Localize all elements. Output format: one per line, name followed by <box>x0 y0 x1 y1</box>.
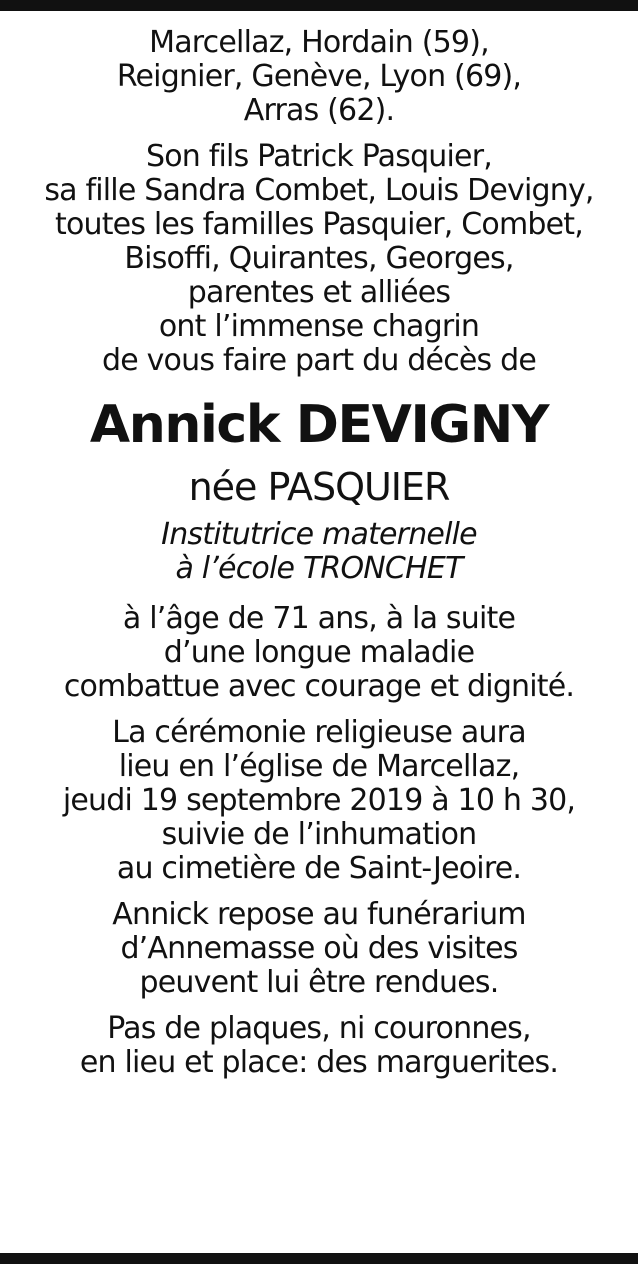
visitation-line: d’Annemasse où des visites <box>120 931 518 966</box>
occupation-line: Institutrice maternelle <box>161 517 477 552</box>
flowers-paragraph <box>0 1012 638 1080</box>
deceased-name: Annick DEVIGNY <box>89 395 549 455</box>
ceremony-line: au cimetière de Saint-Jeoire. <box>116 851 522 886</box>
locations-line: Marcellaz, Hordain (59), <box>149 25 489 60</box>
locations-line: Reignier, Genève, Lyon (69), <box>116 59 522 94</box>
ceremony-line: jeudi 19 septembre 2019 à 10 h 30, <box>62 783 576 818</box>
bottom-border-rule <box>0 1253 638 1264</box>
ceremony-line: lieu en l’église de Marcellaz, <box>118 749 520 784</box>
family-line: de vous faire part du décès de <box>101 343 537 378</box>
age-paragraph <box>0 602 638 704</box>
ceremony-line: suivie de l’inhumation <box>161 817 477 852</box>
family-line: sa fille Sandra Combet, Louis Devigny, <box>44 173 594 208</box>
age-line: à l’âge de 71 ans, à la suite <box>122 601 516 636</box>
occupation-line: à l’école TRONCHET <box>175 551 463 586</box>
age-line: combattue avec courage et dignité. <box>63 669 575 704</box>
locations-line: Arras (62). <box>243 93 395 128</box>
maiden-name: née PASQUIER <box>188 465 450 509</box>
locations-paragraph <box>0 26 638 128</box>
ceremony-paragraph <box>0 716 638 886</box>
occupation-paragraph <box>0 518 638 586</box>
visitation-paragraph <box>0 898 638 1000</box>
visitation-line: peuvent lui être rendues. <box>139 965 499 1000</box>
visitation-line: Annick repose au funérarium <box>112 897 526 932</box>
obituary-notice <box>0 26 638 1080</box>
family-line: parentes et alliées <box>187 275 451 310</box>
age-line: d’une longue maladie <box>163 635 475 670</box>
family-line: ont l’immense chagrin <box>158 309 480 344</box>
family-line: toutes les familles Pasquier, Combet, <box>54 207 583 242</box>
ceremony-line: La cérémonie religieuse aura <box>112 715 526 750</box>
flowers-line: en lieu et place: des marguerites. <box>79 1045 559 1080</box>
top-border-rule <box>0 0 638 11</box>
family-line: Son fils Patrick Pasquier, <box>146 139 492 174</box>
family-line: Bisoffi, Quirantes, Georges, <box>124 241 514 276</box>
flowers-line: Pas de plaques, ni couronnes, <box>107 1011 531 1046</box>
family-paragraph <box>0 140 638 378</box>
